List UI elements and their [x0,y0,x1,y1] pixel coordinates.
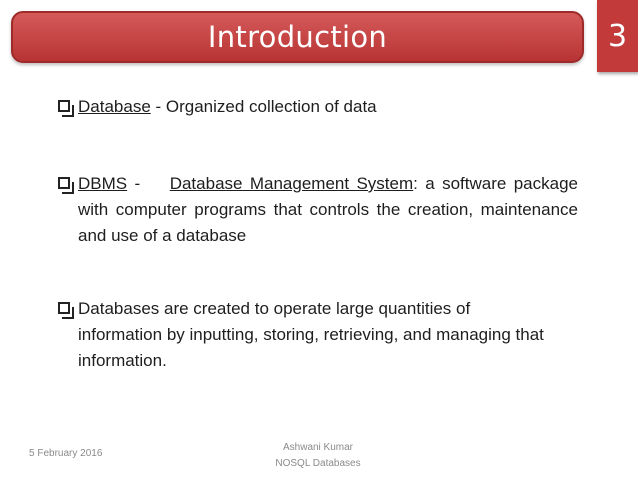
footer-center [268,440,368,472]
footer-author: Ashwani Kumar [282,442,354,453]
page-number: 3 [597,0,638,72]
bullet-dbms [58,171,578,249]
footer-date: 5 February 2016 [29,448,103,459]
checkbox-bullet-icon [58,177,70,189]
bullet-database [58,94,578,120]
term-database: Database [78,97,151,116]
bullet-text: Databases are created to operate large quantities of information by inputting, storing, retrieving, and managing that information. [78,299,544,370]
definition: Organized collection of data [165,97,377,116]
slide-title: Introduction [207,20,388,54]
checkbox-bullet-icon [58,302,70,314]
bullet-databases-purpose [58,296,548,374]
term-dbms-full: Database Management System [169,174,414,193]
checkbox-bullet-icon [58,100,70,112]
definition: : a software package with computer programs that controls the creation, maintenance and use of a database [78,174,579,245]
title-bar [11,11,584,63]
term-dbms: DBMS [78,174,128,193]
separator: - [150,97,166,116]
separator: - [127,174,170,193]
footer-course: NOSQL Databases [275,458,361,469]
